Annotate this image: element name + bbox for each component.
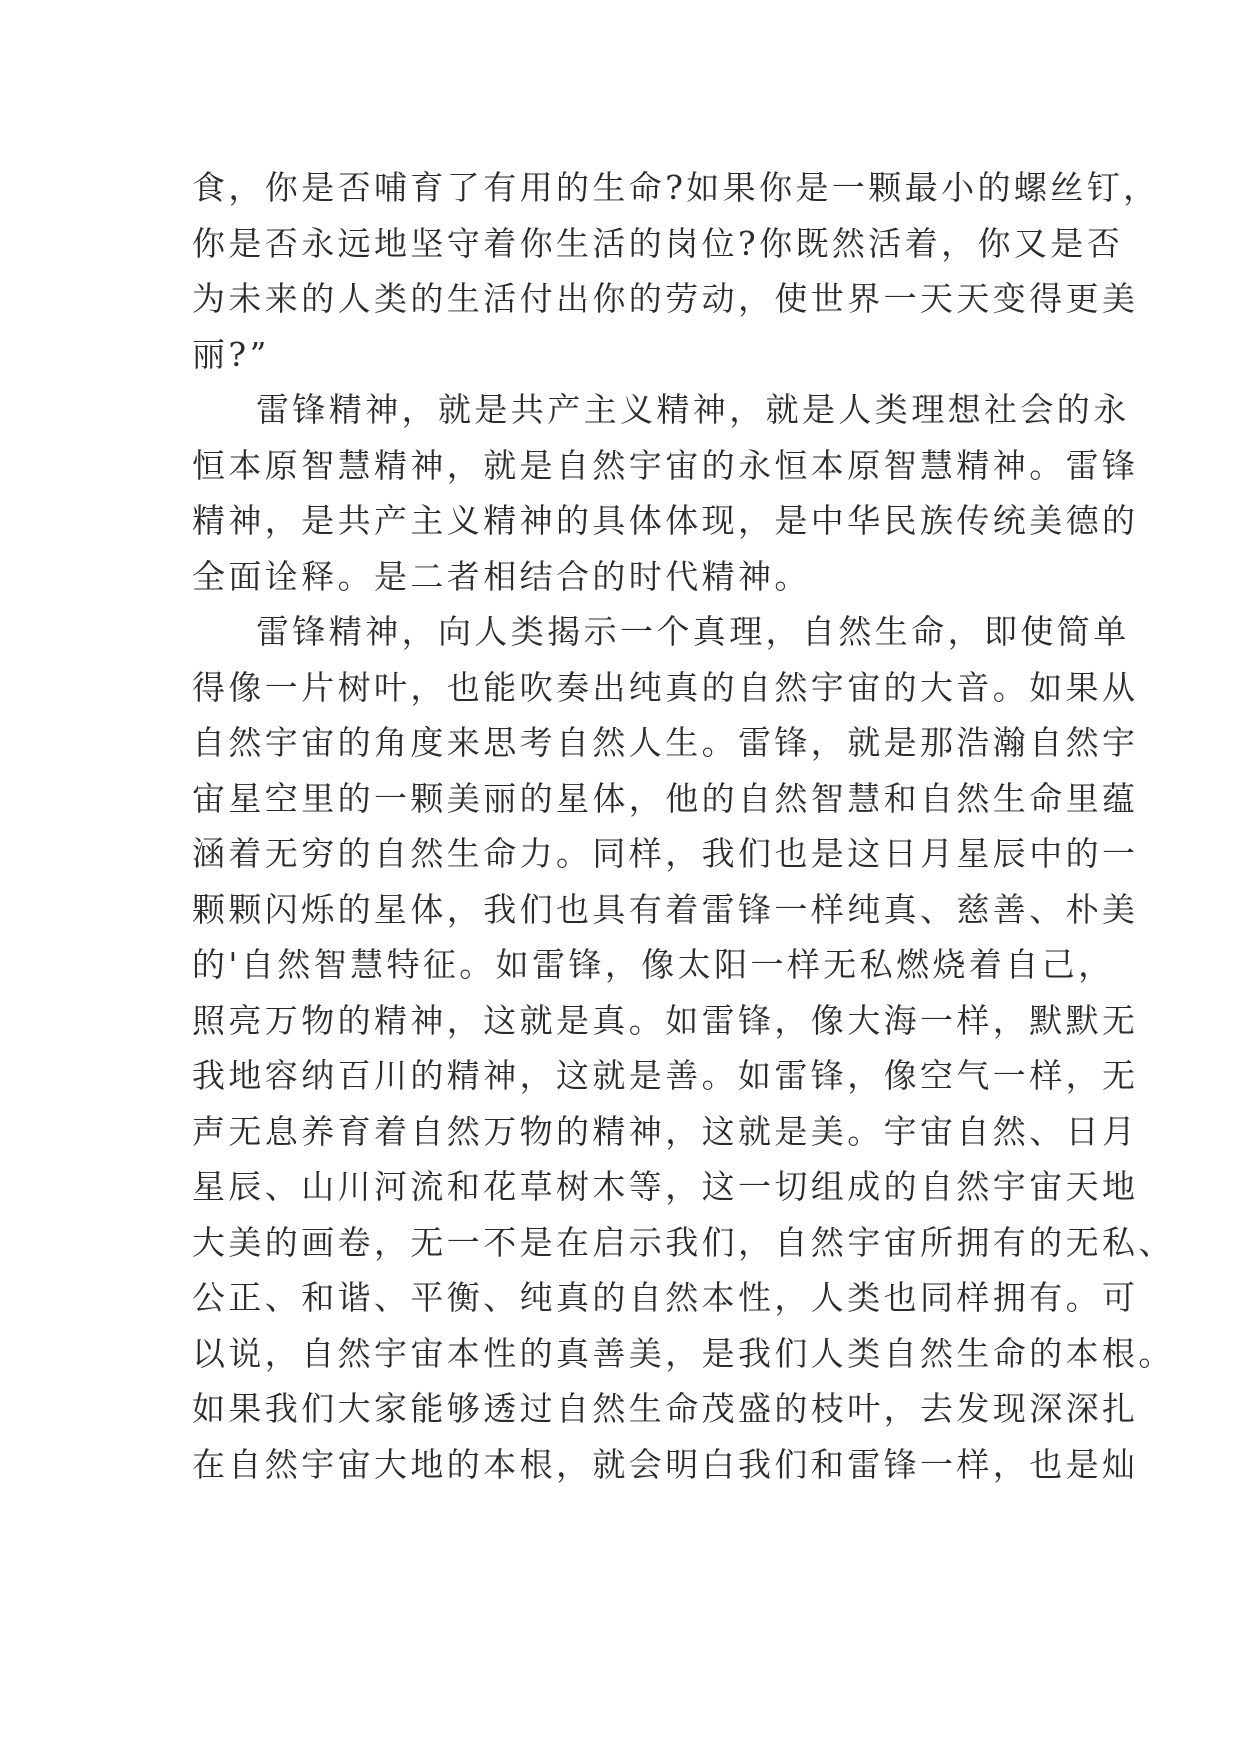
text-line: 丽?”: [192, 334, 270, 374]
text-line: 精神，是共产主义精神的具体体现，是中华民族传统美德的: [192, 501, 1139, 540]
text-line: 的'自然智慧特征。如雷锋，像太阳一样无私燃烧着自己，: [192, 945, 1115, 984]
text-line: 为未来的人类的生活付出你的劳动，使世界一天天变得更美: [192, 279, 1139, 318]
body-text: [192, 160, 1175, 1492]
paragraph-start-line: 雷锋精神，就是共产主义精神，就是人类理想社会的永: [256, 390, 1130, 429]
text-line: 宙星空里的一颗美丽的星体，他的自然智慧和自然生命里蕴: [192, 778, 1139, 818]
text-line: 得像一片树叶，也能吹奏出纯真的自然宇宙的大音。如果从: [192, 667, 1139, 707]
text-line: 以说，自然宇宙本性的真善美，是我们人类自然生命的本根。: [192, 1333, 1175, 1373]
paragraph-start-line: 雷锋精神，向人类揭示一个真理，自然生命，即使简单: [256, 612, 1130, 651]
text-line: 颗颗闪烁的星体，我们也具有着雷锋一样纯真、慈善、朴美: [192, 889, 1139, 929]
text-line: 我地容纳百川的精神，这就是善。如雷锋，像空气一样，无: [192, 1056, 1139, 1095]
text-line: 在自然宇宙大地的本根，就会明白我们和雷锋一样，也是灿: [192, 1444, 1139, 1484]
text-line: 如果我们大家能够透过自然生命茂盛的枝叶，去发现深深扎: [192, 1389, 1139, 1428]
text-line: 全面诠释。是二者相结合的时代精神。: [192, 556, 811, 596]
text-line: 你是否永远地坚守着你生活的岗位?你既然活着，你又是否: [192, 223, 1124, 263]
text-line: 星辰、山川河流和花草树木等，这一切组成的自然宇宙天地: [192, 1167, 1139, 1206]
text-line: 食，你是否哺育了有用的生命?如果你是一颗最小的螺丝钉，: [192, 168, 1160, 207]
text-line: 恒本原智慧精神，就是自然宇宙的永恒本原智慧精神。雷锋: [192, 445, 1139, 485]
text-line: 自然宇宙的角度来思考自然人生。雷锋，就是那浩瀚自然宇: [192, 723, 1139, 762]
text-line: 照亮万物的精神，这就是真。如雷锋，像大海一样，默默无: [192, 1000, 1139, 1040]
text-line: 大美的画卷，无一不是在启示我们，自然宇宙所拥有的无私、: [192, 1222, 1175, 1262]
text-line: 公正、和谐、平衡、纯真的自然本性，人类也同样拥有。可: [192, 1278, 1139, 1317]
text-line: 声无息养育着自然万物的精神，这就是美。宇宙自然、日月: [192, 1111, 1139, 1151]
text-line: 涵着无穷的自然生命力。同样，我们也是这日月星辰中的一: [192, 834, 1139, 873]
